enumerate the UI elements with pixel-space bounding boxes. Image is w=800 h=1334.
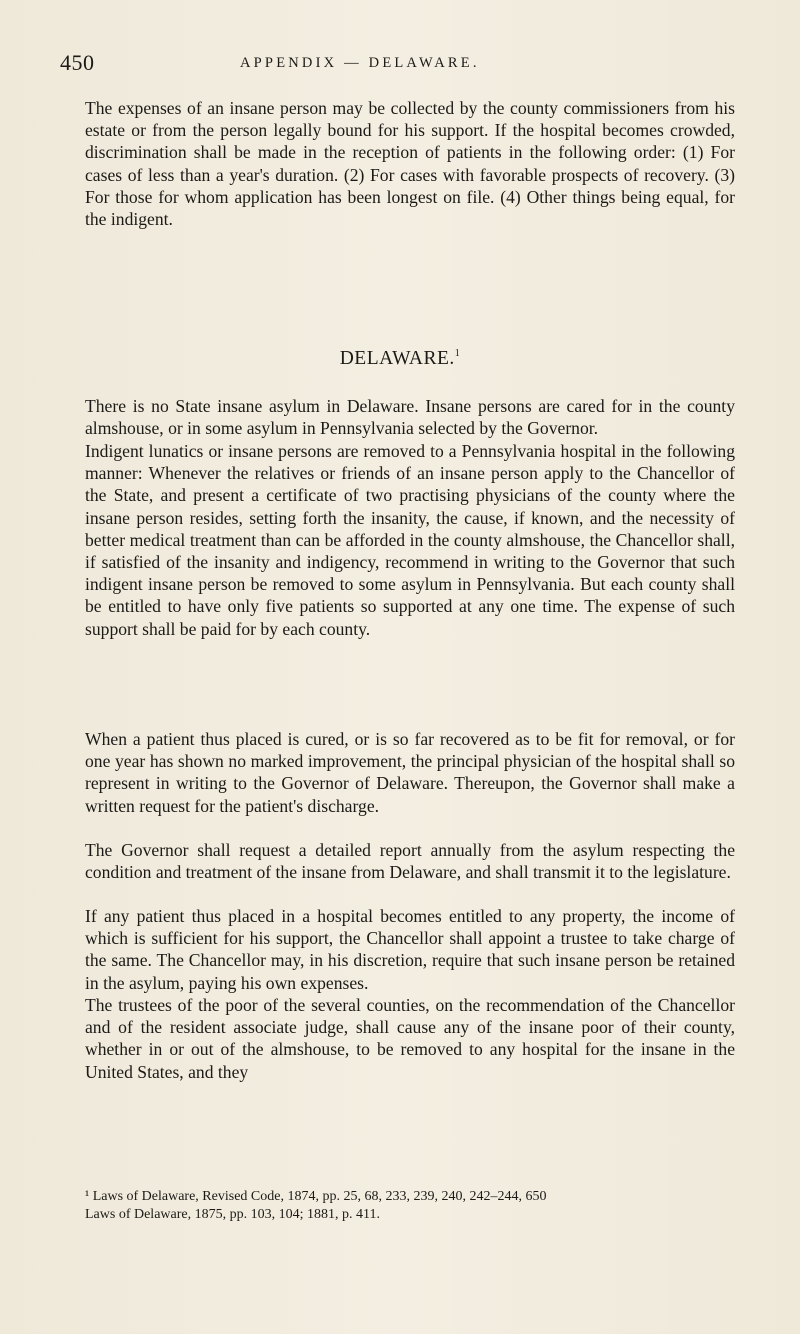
footnote-line: ¹ Laws of Delaware, Revised Code, 1874, pp. 25, 68, 233, 239, 240, 242–244, 650 (85, 1189, 547, 1204)
section-heading (0, 348, 800, 370)
footnote-mark: 1 (454, 348, 461, 359)
body-paragraph: There is no State insane asylum in Delaware. Insane persons are cared for in the county almshouse, or in some asylum in Pennsylvania selected by the Governor. (85, 396, 735, 439)
running-head (60, 50, 750, 80)
body-paragraph: Indigent lunatics or insane persons are removed to a Pennsylvania hospital in the following manner: Whenever the relatives or friends of an insane person apply to the Chancellor of the State, and present a certificate of two practising physicians of the county where the insane person resides, setting forth the insanity, the cause, if known, and the necessity of better medical treatment than can be afforded in the county almshouse, the Chancellor shall, if satisfied of the insanity and indigency, recommend in writing to the Governor that such indigent insane person be removed to some asylum in Pennsylvania. But each county shall be entitled to have only five patients so supported at any one time. The expense of such support shall be paid for by each county. (85, 441, 735, 639)
body-paragraph: When a patient thus placed is cured, or is so far recovered as to be fit for removal, or for one year has shown no marked improvement, the principal physician of the hospital shall so represent in writing to the Governor of Delaware. Thereupon, the Governor shall make a written request for the patient's discharge. (85, 729, 735, 816)
body-paragraph: If any patient thus placed in a hospital becomes entitled to any property, the income of which is sufficient for his support, the Chancellor shall appoint a trustee to take charge of the same. The Chancellor may, in his discretion, require that such insane person be retained in the asylum, paying his own expenses. (85, 906, 735, 993)
running-head-title: APPENDIX — DELAWARE. (240, 55, 480, 71)
page-number: 450 (60, 50, 95, 75)
body-paragraph: The trustees of the poor of the several counties, on the recommendation of the Chancellor and of the resident associate judge, shall cause any of the insane poor of their county, whether in or out of the almshouse, to be removed to any hospital for the insane in the United States, and they (85, 995, 735, 1082)
footnote-line: Laws of Delaware, 1875, pp. 103, 104; 1881, p. 411. (85, 1206, 380, 1222)
body-paragraph: The Governor shall request a detailed report annually from the asylum respecting the condition and treatment of the insane from Delaware, and shall transmit it to the legislature. (85, 840, 735, 883)
footnotes (85, 1188, 735, 1223)
intro-paragraph: The expenses of an insane person may be collected by the county commissioners from his estate or from the person legally bound for his support. If the hospital becomes crowded, discrimination shall be made in the reception of patients in the following order: (1) For cases of less than a year's duration. (2) For cases with favorable prospects of recovery. (3) For those for whom application has been longest on file. (4) Other things being equal, for the indigent. (85, 98, 735, 230)
section-heading-text: DELAWARE. (339, 348, 455, 369)
